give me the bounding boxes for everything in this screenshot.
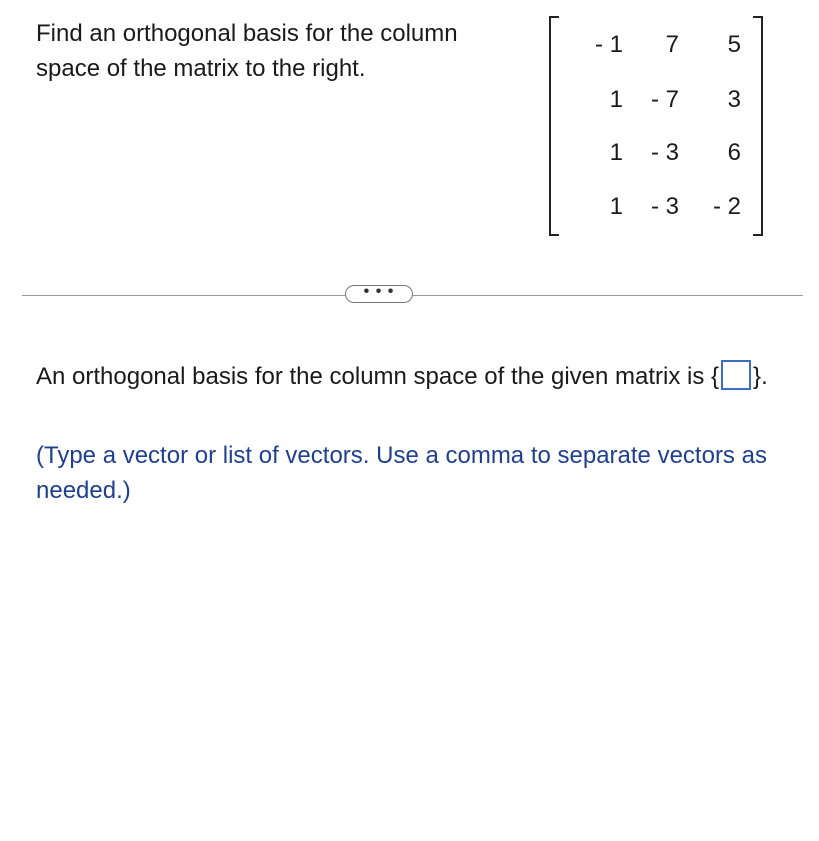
question-text: Find an orthogonal basis for the column space of the matrix to the right.	[36, 20, 458, 82]
matrix-cell: - 1	[594, 31, 623, 58]
answer-statement	[36, 358, 796, 395]
matrix-cell: 7	[665, 31, 679, 58]
close-brace: }	[753, 363, 762, 390]
matrix-row	[549, 85, 763, 115]
matrix-cell: 3	[727, 86, 741, 113]
more-options-button[interactable]: • • •	[345, 285, 413, 303]
matrix-row	[549, 138, 763, 168]
matrix-cell: 6	[727, 139, 741, 166]
answer-suffix: .	[761, 363, 768, 390]
matrix-row	[549, 30, 763, 60]
matrix-cell: - 7	[650, 86, 679, 113]
answer-prefix: An orthogonal basis for the column space of the given matrix is	[36, 363, 712, 390]
matrix-cell: 5	[727, 31, 741, 58]
matrix-cell: 1	[609, 86, 623, 113]
matrix-cell: - 2	[712, 193, 741, 220]
matrix-cell: 1	[609, 193, 623, 220]
matrix-cell: - 3	[650, 139, 679, 166]
matrix-row	[549, 192, 763, 222]
matrix-cell: - 3	[650, 193, 679, 220]
instruction-text: (Type a vector or list of vectors. Use a comma to separate vectors as needed.)	[36, 442, 767, 504]
answer-input[interactable]	[721, 360, 751, 390]
matrix	[549, 16, 763, 234]
open-brace: {	[711, 363, 720, 390]
matrix-cell: 1	[609, 139, 623, 166]
